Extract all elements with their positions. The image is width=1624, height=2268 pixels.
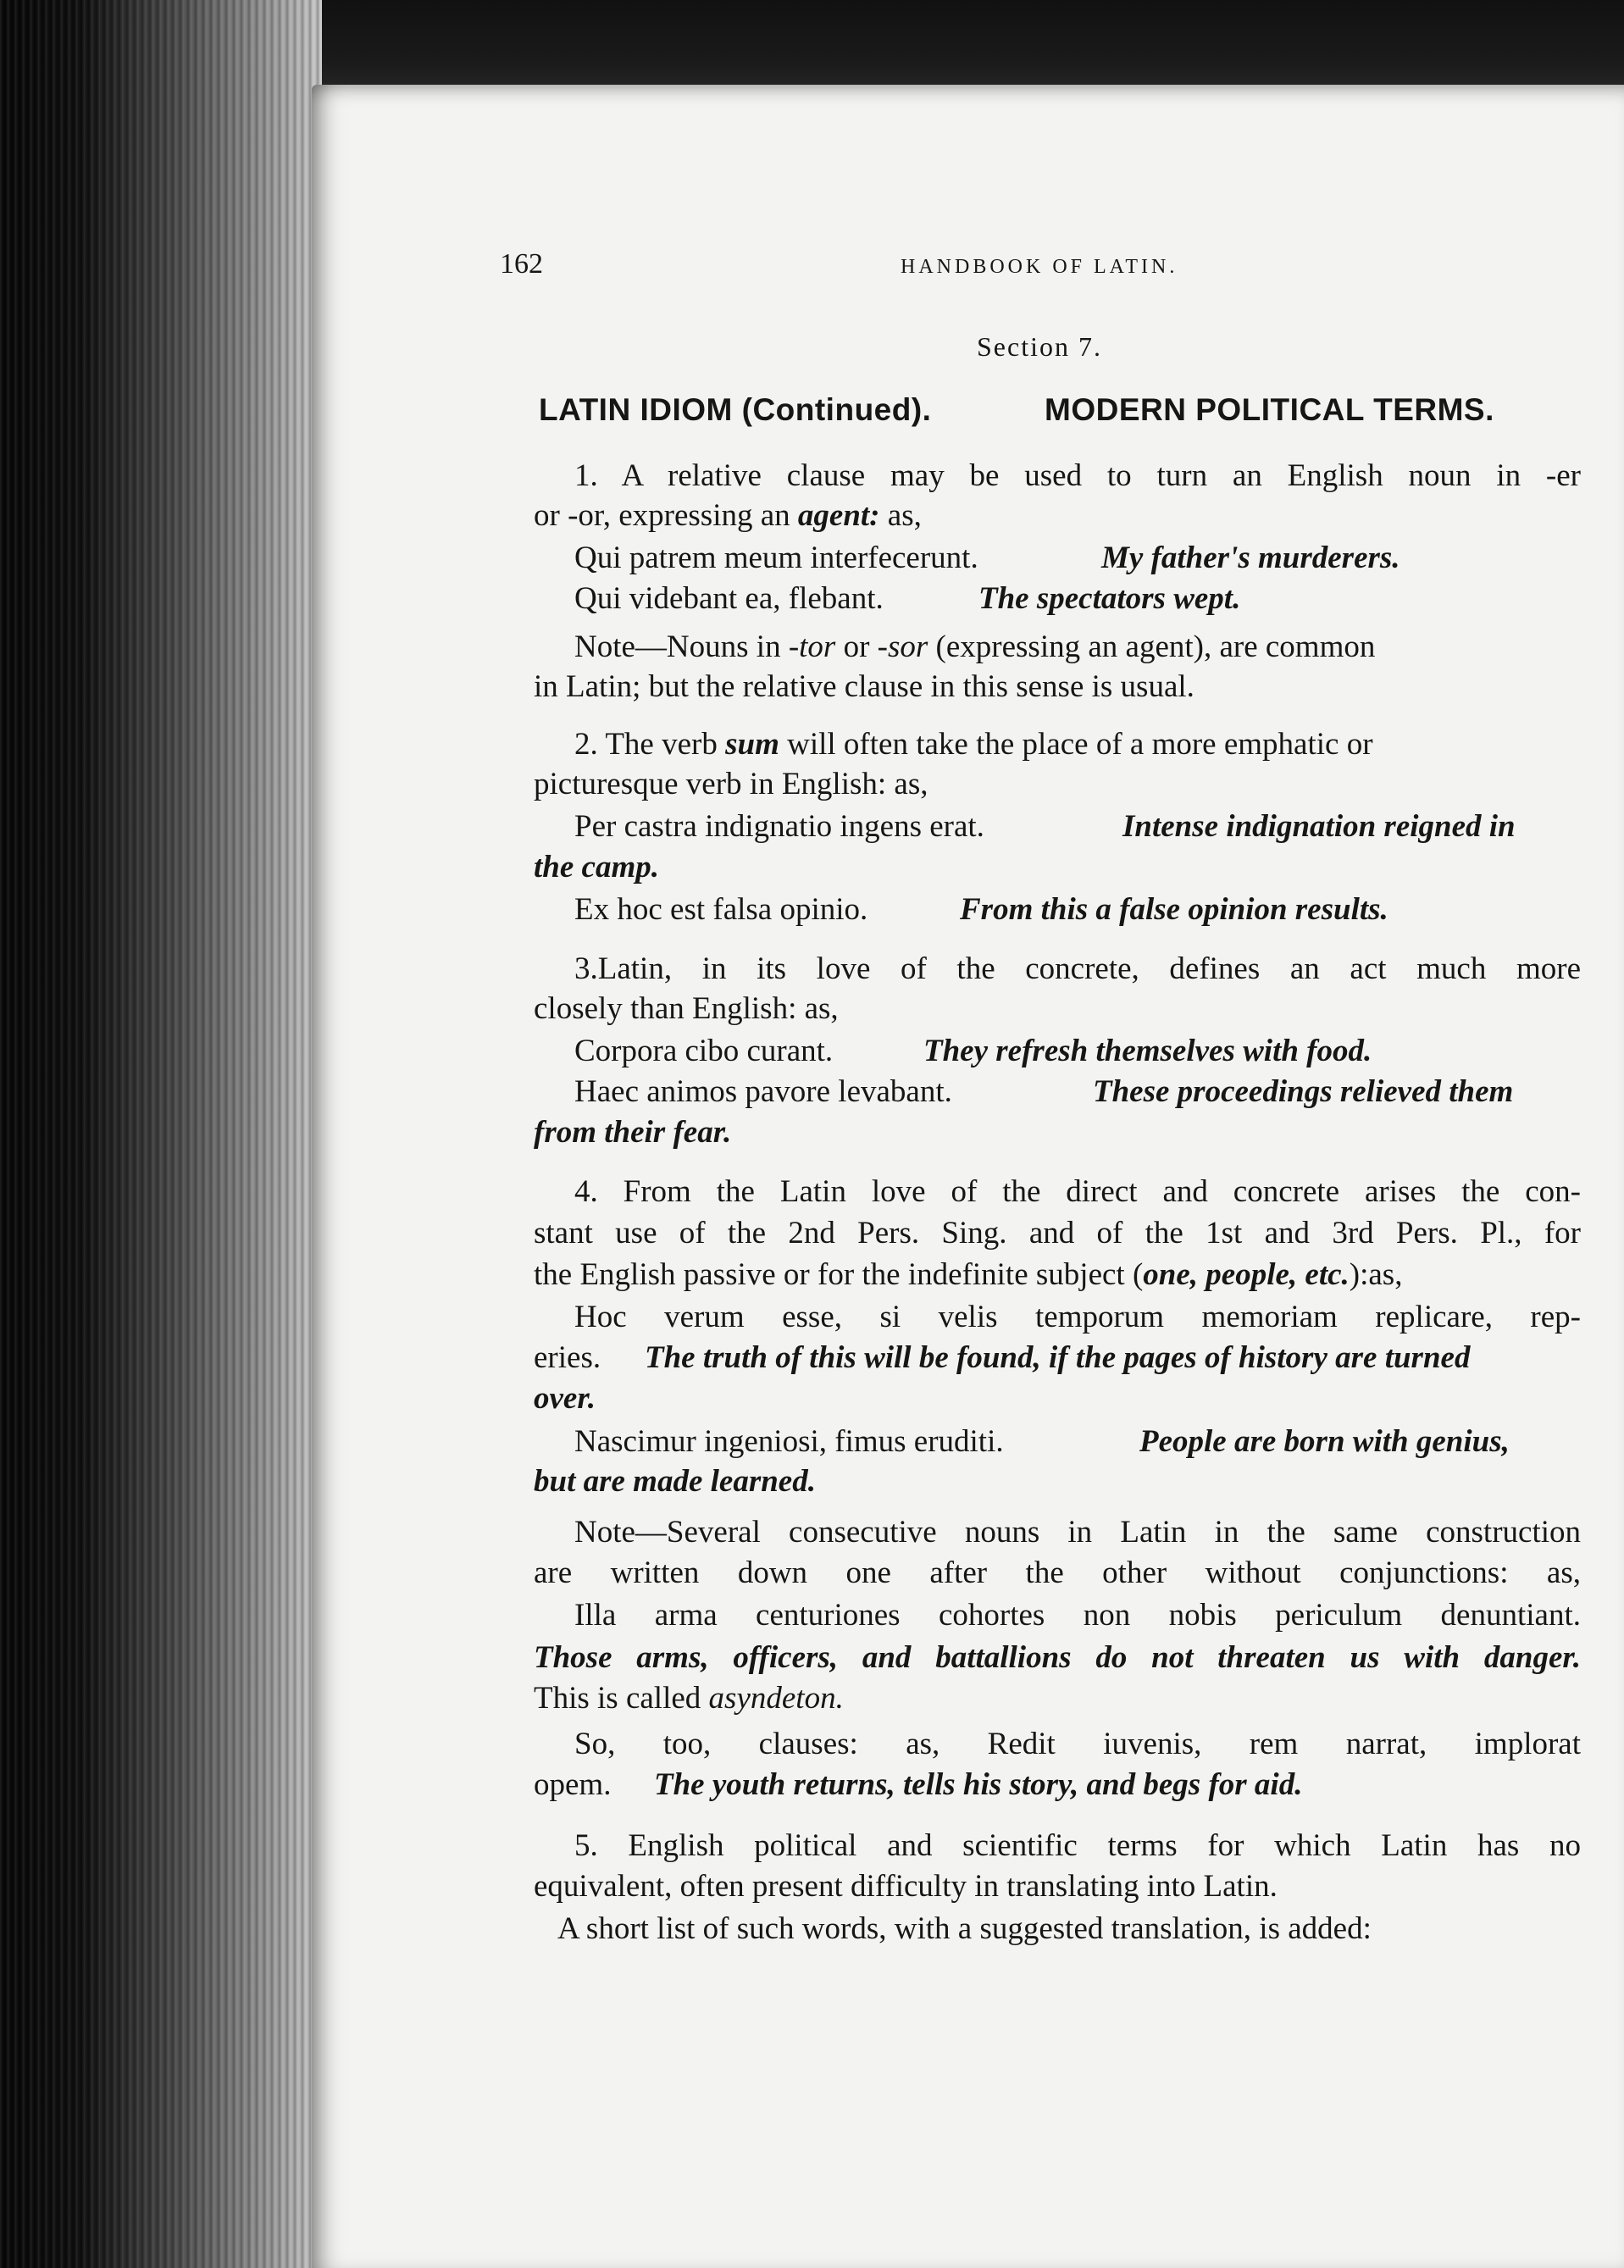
- example-7-line-1: Hoc verum esse, si velis temporum memoriam replicare, rep-: [574, 1300, 1581, 1334]
- example-4-latin: Ex hoc est falsa opinio.: [574, 892, 868, 927]
- example-1-latin: Qui patrem meum interfecerunt.: [574, 541, 978, 575]
- example-5-latin: Corpora cibo curant.: [574, 1034, 834, 1068]
- example-3-english-line-2: the camp.: [534, 850, 659, 884]
- example-6-english-line-1: These proceedings relieved them: [1093, 1074, 1514, 1109]
- example-6-english-line-2: from their fear.: [534, 1115, 732, 1150]
- note-2-line-1: Note—Several consecutive nouns in Latin in the same construction: [574, 1515, 1581, 1550]
- para-4-line-2: stant use of the 2nd Pers. Sing. and of the 1st and 3rd Pers. Pl., for: [534, 1216, 1581, 1250]
- para-4-line-1: 4. From the Latin love of the direct and concrete arises the con-: [574, 1174, 1581, 1209]
- section-label: Section 7.: [977, 331, 1102, 362]
- example-3-english-line-1: Intense indignation reigned in: [1122, 809, 1516, 844]
- para-1-line-1: 1. A relative clause may be used to turn an English noun in -er: [574, 458, 1581, 493]
- example-6-latin: Haec animos pavore levabant.: [574, 1074, 952, 1109]
- section-title-right: MODERN POLITICAL TERMS.: [1045, 392, 1494, 427]
- example-9-latin: Illa arma centuriones cohortes non nobis periculum denuntiant.: [574, 1598, 1581, 1633]
- so-too-line-1: So, too, clauses: as, Redit iuvenis, rem narrat, implorat: [574, 1727, 1581, 1761]
- example-7-line-2a: eries.: [534, 1340, 601, 1375]
- example-8-latin: Nascimur ingeniosi, fimus eruditi.: [574, 1424, 1004, 1459]
- example-8-english-line-2: but are made learned.: [534, 1464, 816, 1499]
- para-4-line-3: the English passive or for the indefinite subject (one, people, etc.):as,: [534, 1257, 1403, 1292]
- book-page-edges: [0, 0, 322, 2268]
- para-3-line-1: 3.Latin, in its love of the concrete, defines an act much more: [574, 951, 1581, 986]
- page-number: 162: [500, 248, 543, 280]
- example-2-english: The spectators wept.: [978, 581, 1241, 616]
- para-2-line-1: 2. The verb sum will often take the place of a more emphatic or: [574, 727, 1373, 762]
- para-5-line-1: 5. English political and scientific terms for which Latin has no: [574, 1828, 1581, 1863]
- example-9-english: Those arms, officers, and battallions do not threaten us with danger.: [534, 1640, 1581, 1675]
- para-3-line-2: closely than English: as,: [534, 991, 839, 1026]
- para-1-line-2: or -or, expressing an agent: as,: [534, 498, 922, 533]
- example-5-english: They refresh themselves with food.: [923, 1034, 1372, 1068]
- example-4-english: From this a false opinion results.: [960, 892, 1388, 927]
- so-too-line-2a: opem.: [534, 1767, 612, 1802]
- note-1-line-2: in Latin; but the relative clause in this sense is usual.: [534, 669, 1194, 704]
- example-3-latin: Per castra indignatio ingens erat.: [574, 809, 984, 844]
- running-title: HANDBOOK OF LATIN.: [901, 256, 1178, 278]
- para-2-line-2: picturesque verb in English: as,: [534, 767, 928, 801]
- example-1-english: My father's murderers.: [1101, 541, 1400, 575]
- section-title-left: LATIN IDIOM (Continued).: [539, 392, 932, 427]
- example-7-line-2b: The truth of this will be found, if the pages of history are turned: [645, 1340, 1471, 1375]
- note-2-line-2: are written down one after the other without conjunctions: as,: [534, 1555, 1581, 1590]
- book-page: [312, 85, 1624, 2268]
- example-2-latin: Qui videbant ea, flebant.: [574, 581, 884, 616]
- note-1-line-1: Note—Nouns in -tor or -sor (expressing an agent), are common: [574, 629, 1376, 664]
- example-8-english-line-1: People are born with genius,: [1139, 1424, 1510, 1459]
- para-5-line-3: A short list of such words, with a suggested translation, is added:: [557, 1911, 1372, 1946]
- so-too-line-2b: The youth returns, tells his story, and begs for aid.: [654, 1767, 1303, 1802]
- note-2-line-5: This is called asyndeton.: [534, 1681, 844, 1716]
- para-5-line-2: equivalent, often present difficulty in translating into Latin.: [534, 1869, 1278, 1904]
- example-7-line-3: over.: [534, 1381, 596, 1416]
